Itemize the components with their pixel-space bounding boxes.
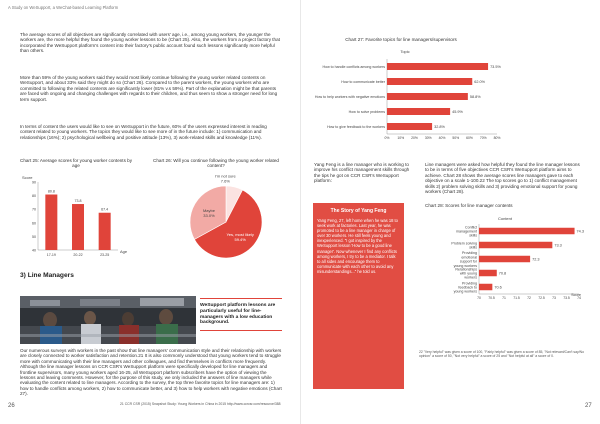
chart26-title: Chart 26: Will you continue following the young worker related content?	[153, 158, 279, 169]
chart28-category-label: young workers	[453, 289, 477, 294]
chart27-title: Chart 27: Favorite topics for line managers/supervisors	[345, 37, 457, 42]
chart27-category-label: How to communicate better	[341, 80, 385, 84]
chart25-bar	[72, 204, 84, 250]
chart25-value-label: 67.4	[101, 207, 109, 212]
chart27	[307, 45, 503, 149]
chart25-ytick: 50	[32, 234, 36, 239]
chart25-ytick: 80	[32, 194, 36, 199]
chart28-xtick: 70.5	[488, 296, 495, 300]
chart28-ylabel: Content	[497, 216, 513, 221]
workers-photo-image	[20, 296, 196, 344]
chart28-xtick: 70	[477, 296, 481, 300]
chart26-slice-label: Maybe	[202, 207, 215, 213]
chart28-category-label: management	[456, 229, 477, 234]
chart28-xtick: 74	[577, 296, 581, 300]
chart27-bar	[387, 63, 488, 70]
chart28-category-label: with young	[459, 271, 477, 276]
chart28-xtick: 72	[527, 296, 531, 300]
chart25-bar	[45, 195, 57, 250]
chart27-bar	[387, 123, 432, 130]
paragraph-line-manager-scores: Line managers were asked how helpful they found the line manager lessons to be in terms of five objectives CCR CSR's WeSupport platform aims to achieve. Chart 28 shows the average scores line managers gave to each objective on a scale 1-100.22 The top scores go to 1) conflict management skills 2) problem solving skills and 3) providing emotional support for young workers (Chart 28).	[425, 162, 580, 195]
chart27-bar	[387, 78, 472, 85]
chart25-value-label: 73.8	[74, 199, 82, 204]
chart28-bar	[479, 228, 575, 235]
chart28-category-label: Providing	[462, 281, 477, 286]
chart28-xtick: 71.5	[513, 296, 520, 300]
chart28-value-label: 70.8	[498, 271, 507, 276]
chart26	[150, 172, 282, 264]
chart26-slice-label: Yes, most likely	[226, 231, 254, 237]
chart27-bar	[387, 108, 450, 115]
story-box-yang-feng	[313, 203, 404, 389]
workers-photo	[20, 296, 196, 344]
chart28-category-label: support for	[459, 259, 477, 264]
story-body: Yang Feng, 27, left home when he was 18 to seek work at factories. Last year, he was promoted to be a line manager in charge of over 30 workers. He still feels young and inexperienced. "I got inspired by the WeSupport lesson 'How to be a good line manager'. Now whenever I find any conflicts among workers, I try to be a mediator. I talk to all sides and encourage them to communicate with each other to avoid any misunderstandings..." he told us.	[317, 218, 398, 274]
chart25-category-label: 23-25	[100, 253, 110, 257]
chart25-value-label: 80.8	[47, 189, 55, 194]
chart25-category-label: 17-19	[46, 253, 56, 257]
chart26-slice-label: I'm not sure	[214, 173, 236, 179]
story-title: The Story of Yang Feng	[330, 208, 387, 214]
chart25-ytick: 70	[32, 207, 36, 212]
footnote-21: 21 CCR CSR (2015) Snapshot Study: Young Workers in China in 2015 http://www.ccrcsr.com/resource/388	[120, 402, 281, 406]
chart27-bar	[387, 93, 468, 100]
chart27-xtick: 40%	[438, 136, 446, 140]
footnote-22: 22 "Very helpful" was given a score of 100, "Fairly helpful" was given a score of 85, "Not relevant/Can't say/No opinion" a score of 50, "Not very helpful" a score of 25 and "Not helpful at all" a score of 0.	[419, 350, 584, 359]
chart25-xlabel: Age	[120, 249, 128, 254]
chart28-category-label: feedback to	[458, 285, 477, 290]
chart28-bar	[479, 242, 552, 249]
paragraph-continue-following: More than 59% of the young workers said they would most likely continue following the young worker related contents on WeSupport, and about 33% said they might do so (Chart 26). Compared to the parent workers, the young workers who are committed to following the related contents are significantly lower (81% v.s 59%). Part of the explanation might be that parents are faced with ongoing and changing challenges with regards to their children, and thus seem to show a stronger need for long term support.	[20, 75, 278, 102]
chart27-xtick: 20%	[411, 136, 418, 140]
chart28-category-label: Problem solving	[451, 241, 477, 246]
section-heading-line-managers: 3) Line Managers	[20, 272, 74, 279]
chart25-ytick: 90	[32, 180, 36, 185]
chart28-category-label: young workers	[453, 263, 477, 268]
chart28-category-label: Providing	[462, 251, 477, 256]
chart27-xtick: 50%	[452, 136, 460, 140]
chart25-title: Chart 25: Average scores for young worker contents by age	[20, 158, 133, 169]
paragraph-future-content: In terms of content the users would like to see on WeSupport in the future, 60% of the users expressed interest in reading content related to young workers. The topics they would like to see more of in the future include: 1) communication and relationships (16%); 2) psychological wellbeing and positive attitude (13%), 3) work-related skills and knowledge (11%).	[20, 124, 267, 140]
chart27-category-label: How to give feedback to the workers	[327, 125, 385, 129]
chart27-xtick: 0%	[384, 136, 390, 140]
chart26-slice-value: 7.6%	[220, 178, 230, 184]
chart28-bar	[479, 284, 492, 291]
chart28-category-label: Relationships	[455, 267, 477, 272]
chart28-xtick: 73	[552, 296, 556, 300]
page-number-left: 26	[8, 403, 15, 409]
chart26-slice-value: 33.0%	[203, 212, 215, 218]
chart28-category-label: emotional	[461, 255, 477, 260]
chart27-value-label: 73.5%	[490, 65, 501, 69]
callout-line-manager-usefulness: WeSupport platform lessons are particularly useful for line-managers with a low education background.	[200, 298, 282, 331]
chart27-value-label: 32.8%	[434, 125, 445, 129]
chart28-xlabel: Score	[571, 293, 581, 297]
chart28-xtick: 73.5	[563, 296, 570, 300]
chart28-value-label: 70.6	[494, 285, 502, 290]
chart27-ylabel: Topic	[400, 49, 410, 54]
paragraph-line-managers: Our numerous surveys with workers in the past show that line managers' communication style and their relationship with workers are closely connected to worker satisfaction and retention.21 It is also commonly understood that young workers tend to struggle more with communicating with their line managers and other colleagues, and find themselves in conflicts more frequently. Although the line manager lessons on CCR CSR's WeSupport platform were specifically developed for line managers and frontline supervisors, many young workers aged 16-25, all WeSupport platform subscribers have the option of viewing the lessons and leaving comments. However, for the purpose of this study, we only included the answers of line managers while evaluating the content related to line managers. According to the survey, the top three favorite topics for line managers are: 1) how to handle conflicts among workers, 2) how to communicate better, and 3) how to help workers with negative emotions (Chart 27).	[20, 348, 282, 397]
chart27-xtick: 70%	[479, 136, 487, 140]
chart28-xtick: 72.5	[538, 296, 545, 300]
chart25-ytick: 60	[32, 221, 36, 226]
chart28-bar	[479, 256, 530, 263]
page-number-right: 27	[585, 403, 592, 409]
chart28-bar	[479, 270, 497, 277]
chart28-value-label: 73.3	[554, 243, 562, 248]
chart28-category-label: skills	[469, 233, 477, 238]
chart25-category-label: 20-22	[73, 253, 83, 257]
chart27-xtick: 30%	[424, 136, 432, 140]
chart26-slice-value: 59.4%	[234, 236, 246, 242]
chart28	[419, 212, 591, 310]
chart28-value-label: 72.3	[532, 257, 540, 262]
chart27-category-label: How to handle conflicts among workers	[322, 65, 385, 69]
chart28-title: Chart 28: Scores for line manager contents	[425, 203, 513, 208]
chart27-category-label: How to solve problems	[348, 110, 385, 114]
chart28-value-label: 74.3	[576, 229, 584, 234]
chart28-category-label: Conflict	[465, 225, 477, 230]
running-title: A Study on WeSupport, a WeChat-based Learning Platform	[8, 5, 119, 10]
chart28-xtick: 71	[502, 296, 506, 300]
chart27-category-label: How to help workers with negative emotions	[314, 95, 385, 99]
chart27-xtick: 60%	[466, 136, 473, 140]
paragraph-yang-feng-intro: Yang Feng is a line manager who is working to improve his conflict management skills through the tips he got on CCR CSR's WeSupport platform:	[314, 162, 410, 184]
paragraph-age-correlation: The average scores of all objectives are significantly correlated with users' age, i.e., among young workers, the younger the workers are, the more helpful they found the young worker lessons to be (Chart 25). Also, the workers from a project factory that incorporated the WeSupport platform's content into their factory's public account found such lessons significantly more helpful than others.	[20, 32, 280, 54]
chart27-value-label: 58.8%	[469, 95, 481, 99]
chart27-value-label: 62.0%	[474, 80, 486, 84]
chart27-xtick: 80%	[493, 136, 501, 140]
chart25-ylabel: Score	[22, 175, 33, 180]
chart28-category-label: workers	[464, 275, 477, 280]
chart27-xtick: 10%	[397, 136, 405, 140]
chart25-ytick: 40	[32, 248, 36, 253]
chart25	[18, 172, 136, 264]
chart28-category-label: skills	[469, 245, 477, 250]
chart27-value-label: 45.9%	[452, 110, 463, 114]
chart25-bar	[99, 213, 111, 250]
